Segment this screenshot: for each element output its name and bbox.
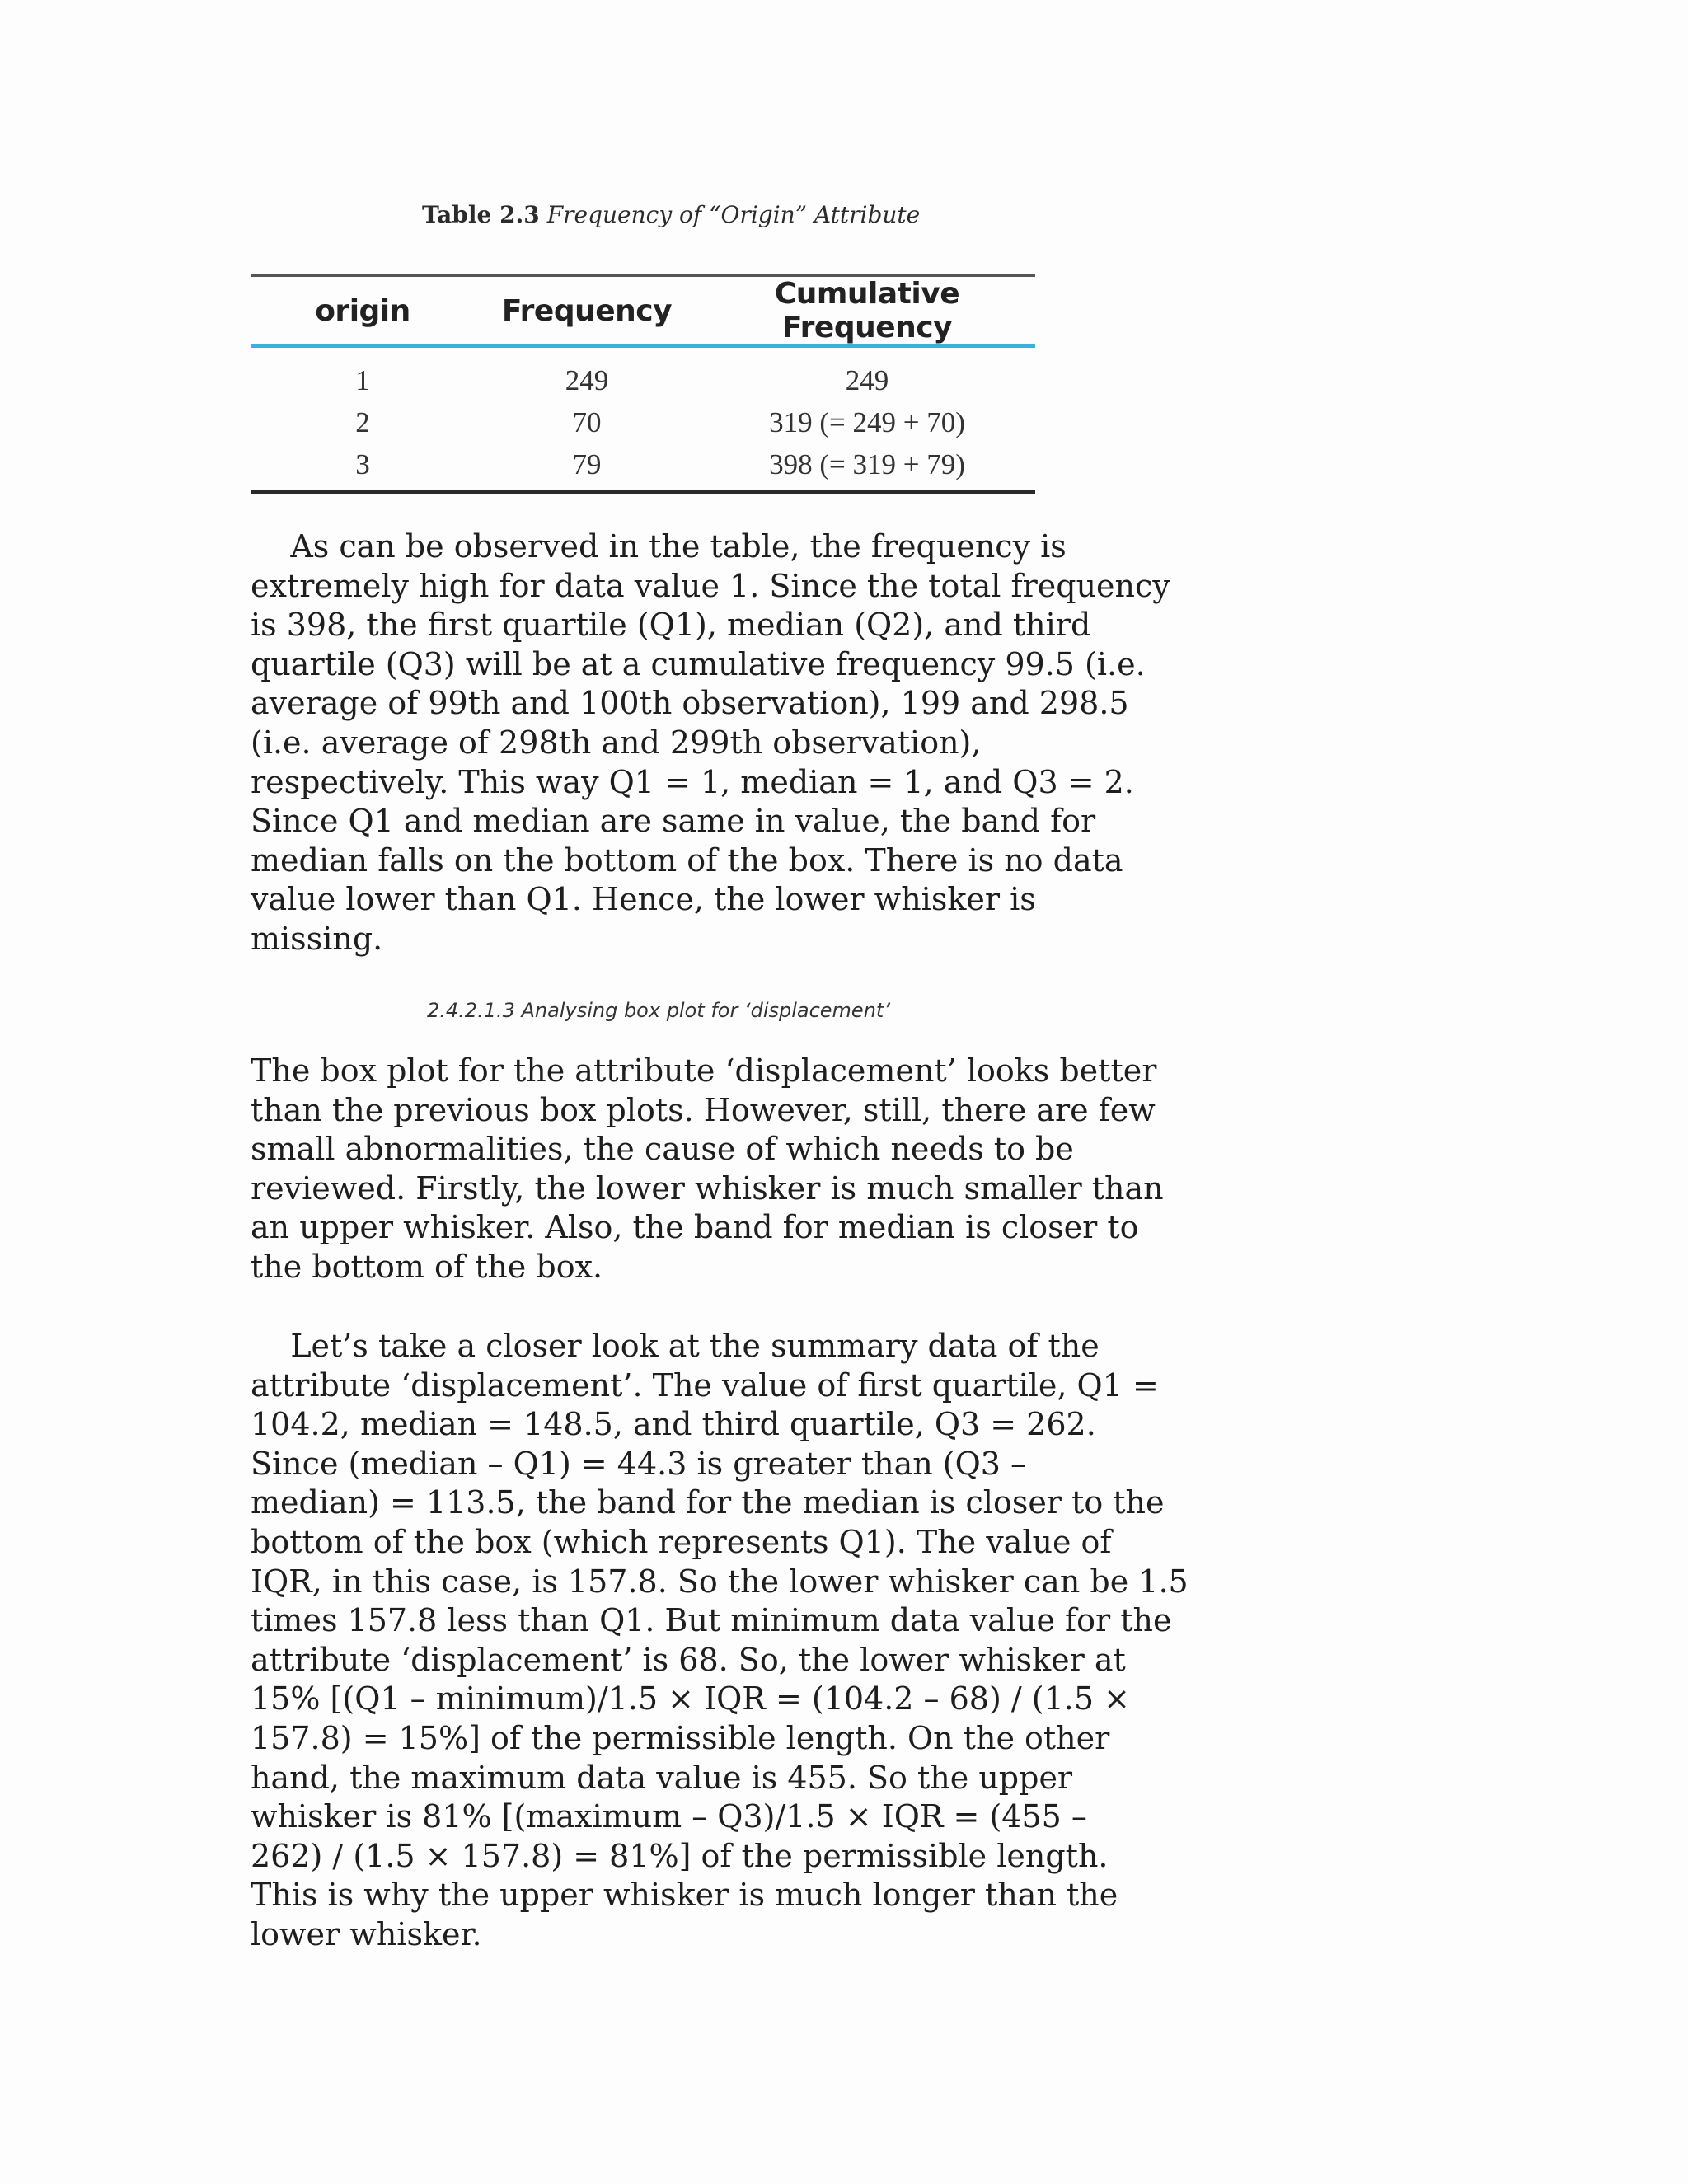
text-line: quartile (Q3) will be at a cumulative frequency 99.5 (i.e. (251, 645, 1146, 682)
text-line: bottom of the box (which represents Q1). The value of (251, 1523, 1112, 1560)
text-line: than the previous box plots. However, still, there are few (251, 1091, 1156, 1128)
paragraph-displacement-intro (251, 1052, 1164, 1287)
text-line: IQR, in this case, is 157.8. So the lower whisker can be 1.5 (251, 1563, 1189, 1600)
text-line: respectively. This way Q1 = 1, median = 1, and Q3 = 2. (251, 763, 1134, 800)
header-frequency: Frequency (475, 275, 699, 346)
text-line: times 157.8 less than Q1. But minimum data value for the (251, 1602, 1172, 1639)
cell-frequency: 79 (475, 443, 699, 492)
text-line: the bottom of the box. (251, 1248, 603, 1285)
text-line: value lower than Q1. Hence, the lower whisker is (251, 881, 1036, 918)
table-caption (422, 201, 920, 228)
table-row (251, 346, 1035, 401)
text-line: (i.e. average of 298th and 299th observation), (251, 724, 982, 761)
table-row (251, 443, 1035, 492)
text-line: lower whisker. (251, 1915, 482, 1952)
text-line: an upper whisker. Also, the band for median is closer to (251, 1209, 1139, 1246)
text-line: median falls on the bottom of the box. There is no data (251, 841, 1123, 879)
frequency-table (251, 274, 1035, 494)
cell-frequency: 249 (565, 363, 609, 396)
text-line: 104.2, median = 148.5, and third quartile, Q3 = 262. (251, 1406, 1096, 1443)
text-line: attribute ‘displacement’ is 68. So, the lower whisker at (251, 1641, 1126, 1678)
text-line: extremely high for data value 1. Since the total frequency (251, 567, 1170, 604)
cell-cumulative: 319 (= 249 + 70) (769, 405, 965, 438)
cell-origin: 1 (355, 363, 370, 396)
text-line: average of 99th and 100th observation), 199 and 298.5 (251, 685, 1129, 722)
header-cumulative-frequency: Cumulative Frequency (699, 275, 1035, 346)
text-line: attribute ‘displacement’. The value of first quartile, Q1 = (251, 1366, 1159, 1404)
table-row (251, 401, 1035, 443)
text-line: As can be observed in the table, the frequency is (251, 528, 1067, 565)
text-line: median) = 113.5, the band for the median is closer to the (251, 1484, 1165, 1521)
table-caption-label: Table 2.3 (422, 201, 540, 228)
text-line: whisker is 81% [(maximum – Q3)/1.5 × IQR = (455 – (251, 1798, 1087, 1835)
cell-cumulative: 249 (845, 363, 889, 396)
header-origin: origin (251, 275, 475, 346)
cell-origin: 3 (251, 443, 475, 492)
text-line: missing. (251, 920, 383, 957)
text-line: Since (median – Q1) = 44.3 is greater than (Q3 – (251, 1445, 1027, 1482)
text-line: reviewed. Firstly, the lower whisker is much smaller than (251, 1169, 1164, 1207)
frequency-table-container (251, 274, 1035, 494)
paragraph-frequency-analysis (251, 527, 1170, 959)
text-line: is 398, the first quartile (Q1), median (Q2), and third (251, 607, 1091, 644)
text-line: Since Q1 and median are same in value, the band for (251, 803, 1096, 840)
paragraph-displacement-summary (251, 1327, 1189, 1955)
section-subheading: 2.4.2.1.3 Analysing box plot for ‘displacement’ (427, 999, 890, 1022)
text-line: 262) / (1.5 × 157.8) = 81%] of the permissible length. (251, 1837, 1109, 1874)
table-caption-title: Frequency of “Origin” Attribute (546, 201, 921, 228)
cell-frequency: 70 (572, 405, 602, 438)
text-line: 15% [(Q1 – minimum)/1.5 × IQR = (104.2 – 68) / (1.5 × (251, 1680, 1130, 1718)
text-line: The box plot for the attribute ‘displacement’ looks better (251, 1052, 1157, 1089)
cell-cumulative: 398 (= 319 + 79) (699, 443, 1035, 492)
text-line: hand, the maximum data value is 455. So the upper (251, 1759, 1073, 1796)
text-line: small abnormalities, the cause of which needs to be (251, 1131, 1074, 1168)
table-header-row (251, 275, 1035, 346)
cell-origin: 2 (355, 405, 370, 438)
text-line: 157.8) = 15%] of the permissible length. On the other (251, 1719, 1110, 1756)
text-line: This is why the upper whisker is much longer than the (251, 1877, 1118, 1914)
text-line: Let’s take a closer look at the summary data of the (251, 1328, 1100, 1364)
